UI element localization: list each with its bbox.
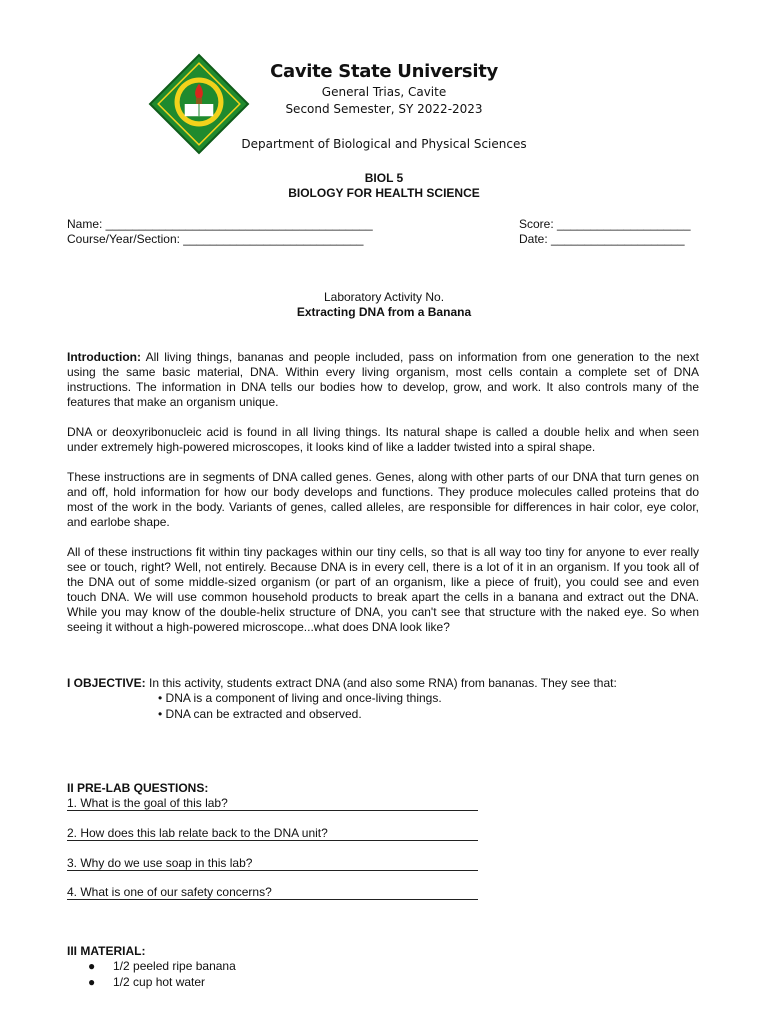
introduction-paragraph — [67, 350, 699, 410]
department-name: Department of Biological and Physical Sciences — [241, 137, 527, 151]
dna-paragraph: DNA or deoxyribonucleic acid is found in all living things. Its natural shape is called a double helix and when seen under extremely high-powered microscopes, it looks kind of like a ladder twisted into a spiral shape. — [67, 425, 699, 454]
prelab-question-2: 2. How does this lab relate back to the DNA unit? — [67, 826, 328, 840]
prelab-question-4: 4. What is one of our safety concerns? — [67, 885, 272, 899]
prelab-question-3: 3. Why do we use soap in this lab? — [67, 856, 253, 870]
material-item-label: 1/2 cup hot water — [113, 975, 206, 989]
answer-line-4[interactable] — [67, 899, 478, 900]
objective-line — [67, 676, 617, 690]
university-name: Cavite State University — [270, 61, 498, 82]
prelab-question-1: 1. What is the goal of this lab? — [67, 796, 228, 810]
introduction-text: All living things, bananas and people included, pass on information from one generation to the next using the same basic material, DNA. Within every living organism, most cells contain a complete set of DNA instructions. The information in DNA tells our bodies how to develop, grow, and work. It also controls many of the features that make an organism unique. — [67, 350, 699, 409]
course-year-section-field[interactable]: Course/Year/Section: ___________________________ — [67, 232, 364, 246]
activity-label: Laboratory Activity No. — [323, 290, 445, 304]
material-item — [88, 959, 236, 973]
prelab-heading: II PRE-LAB QUESTIONS: — [67, 781, 209, 795]
name-field[interactable]: Name: ________________________________________ — [67, 217, 373, 231]
course-code: BIOL 5 — [364, 171, 404, 185]
objective-bullet: • DNA is a component of living and once-living things. — [158, 691, 442, 705]
semester-line: Second Semester, SY 2022-2023 — [285, 102, 483, 116]
objective-text: In this activity, students extract DNA (and also some RNA) from bananas. They see that: — [145, 676, 617, 690]
extraction-paragraph: All of these instructions fit within tiny packages within our tiny cells, so that is all way too tiny for anyone to ever really see or touch, right? Well, not entirely. Because DNA is in every cell, there is a lot of it in an organism. If you took all of the DNA out of some middle-sized organism (or part of an organism, like a piece of fruit), you could see and even touch DNA. We will use common household products to break apart the cells in a banana and extract out the DNA. While you may know of the double-helix structure of DNA, you can't see that structure with the naked eye. So when seeing it without a high-powered microscope...what does DNA look like? — [67, 545, 699, 634]
university-location: General Trias, Cavite — [321, 85, 447, 99]
date-field[interactable]: Date: ____________________ — [519, 232, 685, 246]
material-heading: III MATERIAL: — [67, 944, 146, 958]
answer-line-2[interactable] — [67, 840, 478, 841]
course-title: BIOLOGY FOR HEALTH SCIENCE — [288, 186, 480, 200]
bullet-icon: ● — [88, 959, 96, 973]
genes-paragraph: These instructions are in segments of DNA called genes. Genes, along with other parts of our DNA that turn genes on and off, hold information for how our body develops and functions. They produce molecules called proteins that do most of the work in the body. Variants of genes, called alleles, are responsible for differences in hair color, eye color, and earlobe shape. — [67, 470, 699, 529]
bullet-icon: ● — [88, 975, 96, 989]
objective-label: I OBJECTIVE: — [67, 676, 146, 690]
objective-bullet: • DNA can be extracted and observed. — [158, 707, 362, 721]
score-field[interactable]: Score: ____________________ — [519, 217, 691, 231]
answer-line-1[interactable] — [67, 810, 478, 811]
answer-line-3[interactable] — [67, 870, 478, 871]
introduction-label: Introduction: — [67, 350, 141, 364]
activity-title: Extracting DNA from a Banana — [296, 305, 472, 319]
material-item — [88, 975, 205, 989]
material-item-label: 1/2 peeled ripe banana — [113, 959, 236, 973]
